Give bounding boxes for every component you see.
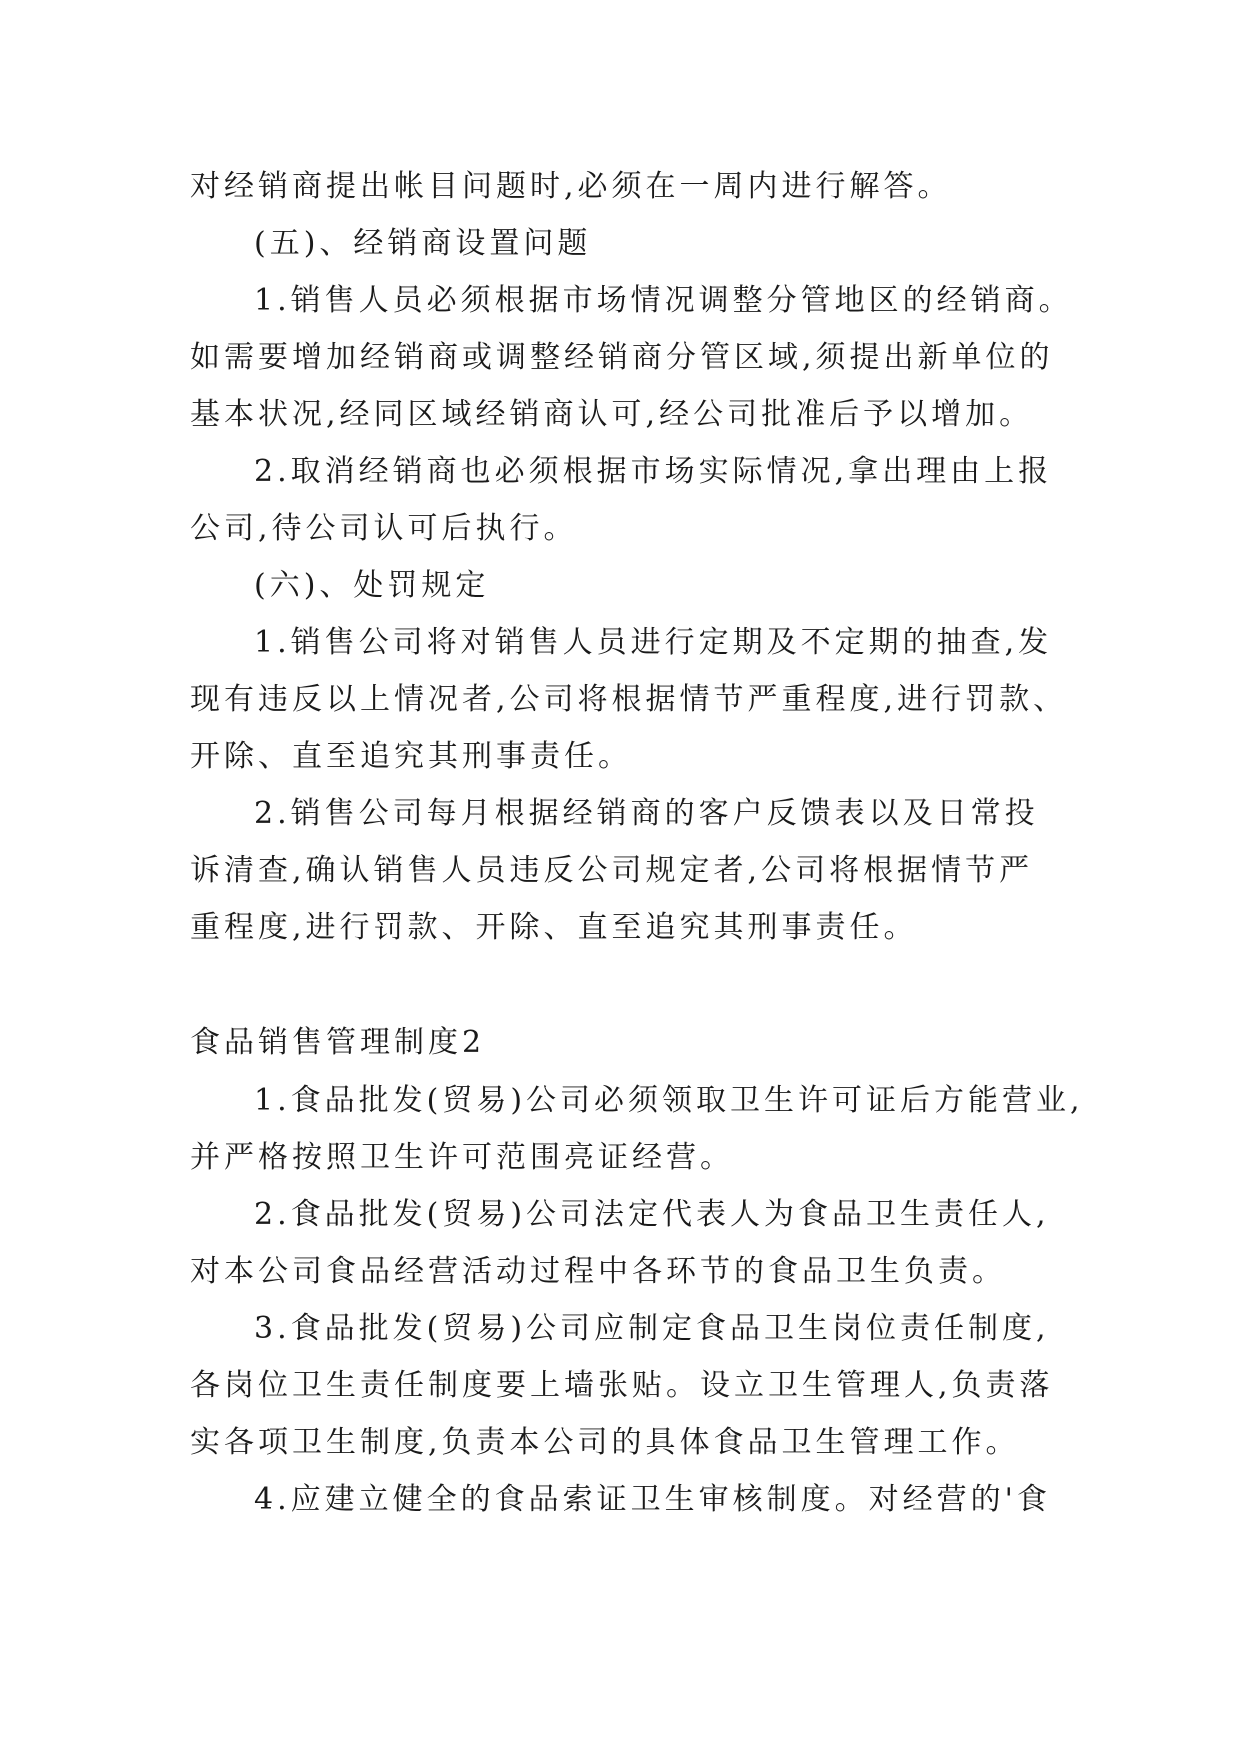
paragraph-line: 对本公司食品经营活动过程中各环节的食品卫生负责。 [190, 1254, 1006, 1289]
section-heading: (五)、经销商设置问题 [254, 226, 592, 261]
paragraph-line: 重程度,进行罚款、开除、直至追究其刑事责任。 [190, 910, 918, 945]
paragraph-line: 开除、直至追究其刑事责任。 [190, 739, 632, 774]
paragraph-line: 诉清查,确认销售人员违反公司规定者,公司将根据情节严 [190, 853, 1034, 888]
paragraph-line: 1.食品批发(贸易)公司必须领取卫生许可证后方能营业, [254, 1083, 1084, 1118]
paragraph-line: 1.销售公司将对销售人员进行定期及不定期的抽查,发 [254, 625, 1053, 660]
paragraph-line: 现有违反以上情况者,公司将根据情节严重程度,进行罚款、 [190, 682, 1068, 717]
document-title: 食品销售管理制度2 [190, 1025, 486, 1060]
paragraph-line: 实各项卫生制度,负责本公司的具体食品卫生管理工作。 [190, 1425, 1020, 1460]
paragraph-line: 4.应建立健全的食品索证卫生审核制度。对经营的'食 [254, 1482, 1051, 1517]
paragraph-line: 对经销商提出帐目问题时,必须在一周内进行解答。 [190, 169, 952, 204]
paragraph-line: 3.食品批发(贸易)公司应制定食品卫生岗位责任制度, [254, 1311, 1050, 1346]
paragraph-line: 基本状况,经同区域经销商认可,经公司批准后予以增加。 [190, 397, 1034, 432]
paragraph-line: 2.销售公司每月根据经销商的客户反馈表以及日常投 [254, 796, 1039, 831]
paragraph-line: 2.取消经销商也必须根据市场实际情况,拿出理由上报 [254, 454, 1053, 489]
paragraph-line: 2.食品批发(贸易)公司法定代表人为食品卫生责任人, [254, 1197, 1050, 1232]
paragraph-line: 公司,待公司认可后执行。 [190, 511, 578, 546]
paragraph-line: 如需要增加经销商或调整经销商分管区域,须提出新单位的 [190, 340, 1054, 375]
paragraph-line: 各岗位卫生责任制度要上墙张贴。设立卫生管理人,负责落 [190, 1368, 1054, 1403]
paragraph-line: 并严格按照卫生许可范围亮证经营。 [190, 1140, 734, 1175]
paragraph-line: 1.销售人员必须根据市场情况调整分管地区的经销商。 [254, 283, 1073, 318]
section-heading: (六)、处罚规定 [254, 568, 490, 603]
